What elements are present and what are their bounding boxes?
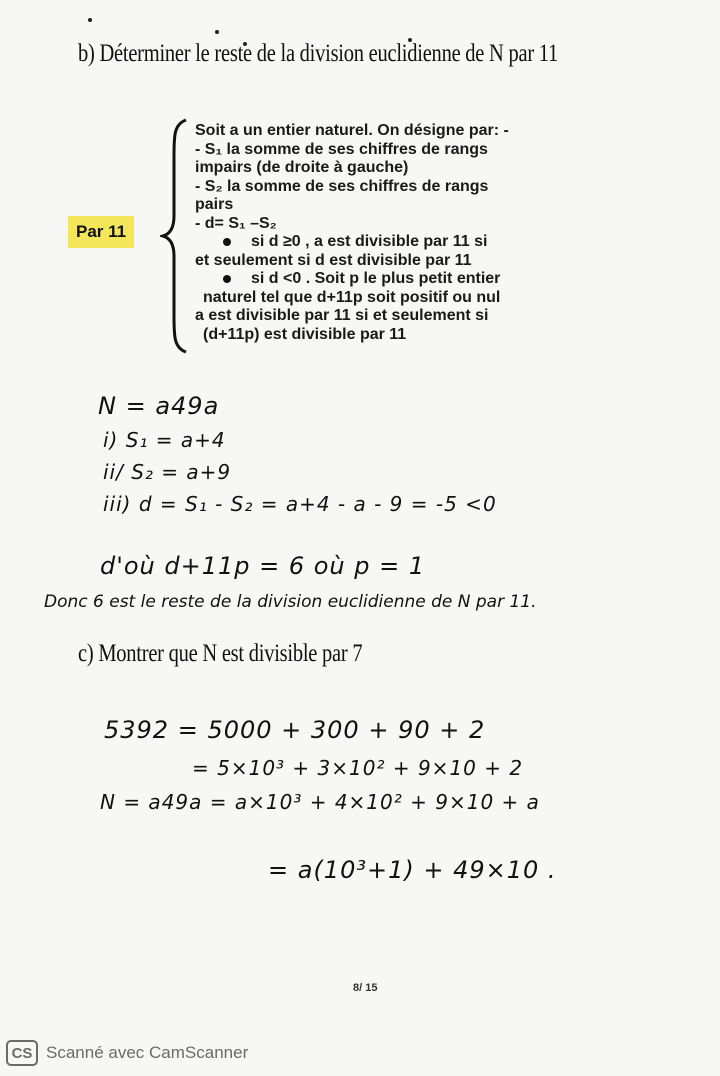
scanner-watermark [6,1040,248,1066]
rule-line: et seulement si d est divisible par 11 [195,251,472,269]
bullet-icon [223,238,231,246]
handwritten-5392-expansion: 5392 = 5000 + 300 + 90 + 2 [104,716,486,744]
rule-line: - S₁ la somme de ses chiffres de rangs [195,140,488,158]
handwritten-d: iii) d = S₁ - S₂ = a+4 - a - 9 = -5 <0 [103,492,497,516]
page-number: 8/ 15 [353,982,378,994]
rule-line: - S₂ la somme de ses chiffres de rangs [195,177,489,195]
speck [88,18,92,22]
handwritten-s1: i) S₁ = a+4 [103,428,226,452]
handwritten-n-expansion: N = a49a = a×10³ + 4×10² + 9×10 + a [100,790,540,814]
handwritten-p-value: d'où d+11p = 6 où p = 1 [100,552,426,580]
rule-line: si d ≥0 , a est divisible par 11 si [251,233,488,250]
handwritten-s2: ii/ S₂ = a+9 [103,460,232,484]
par-11-label: Par 11 [68,216,134,248]
rule-line: impairs (de droite à gauche) [195,159,409,176]
left-brace-icon [160,116,190,356]
handwritten-n-definition: N = a49a [98,392,220,420]
question-b-heading: b) Déterminer le reste de la division euclidienne de N par 11 [78,40,559,67]
handwritten-conclusion: Donc 6 est le reste de la division euclidienne de N par 11. [44,592,537,612]
handwritten-powers-of-ten: = 5×10³ + 3×10² + 9×10 + 2 [192,756,524,780]
scanner-text: Scanné avec CamScanner [46,1043,249,1062]
rule-line: pairs [195,196,234,213]
rule-line: (d+11p) est divisible par 11 [203,325,407,343]
divisibility-rule-text [195,122,635,344]
rule-line: - d= S₁ –S₂ [195,214,277,232]
camscanner-logo-icon: CS [6,1040,38,1066]
handwritten-factored: = a(10³+1) + 49×10 . [268,856,557,884]
bullet-icon [223,275,231,283]
question-c-heading: c) Montrer que N est divisible par 7 [78,640,363,667]
rule-line: a est divisible par 11 si et seulement si [195,307,489,324]
speck [215,30,219,34]
page-edge-line [0,0,22,11]
rule-line: Soit a un entier naturel. On désigne par: - [195,122,509,139]
rule-line: naturel tel que d+11p soit positif ou nul [203,288,501,306]
rule-line: si d <0 . Soit p le plus petit entier [251,270,501,287]
